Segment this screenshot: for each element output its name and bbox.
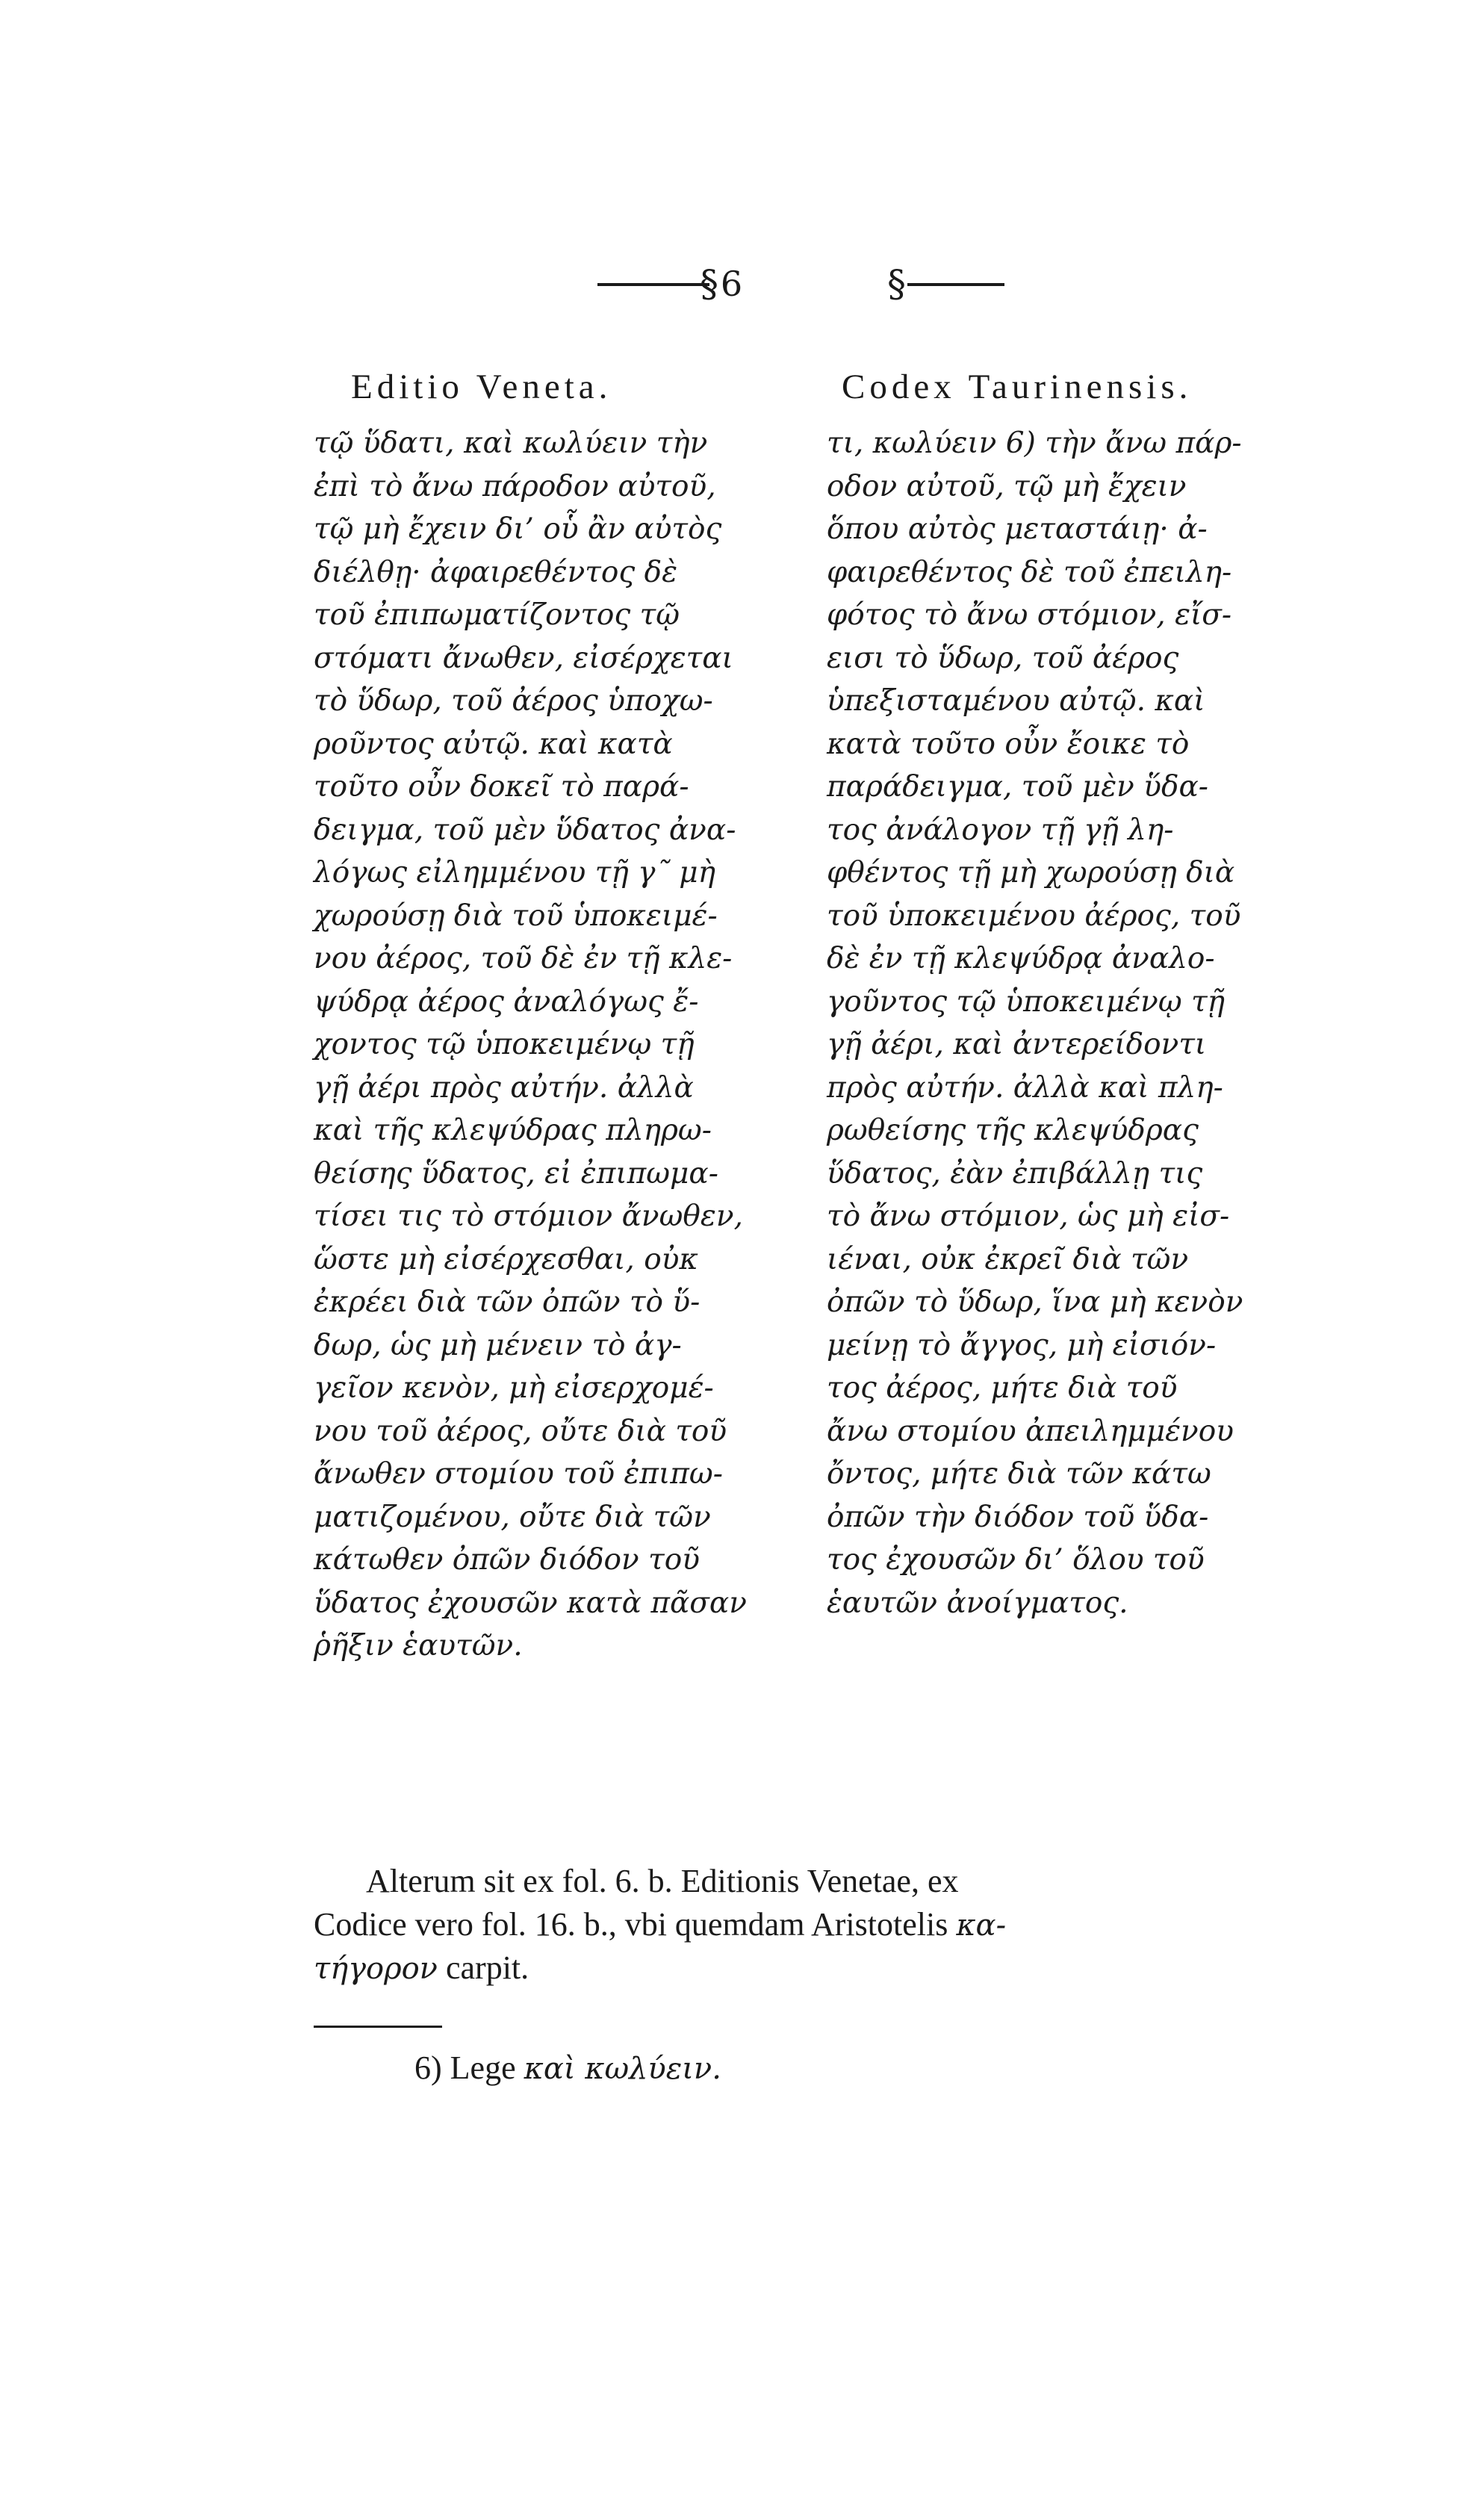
left-column-line: ροῦντος αὐτῷ. καὶ κατὰ bbox=[314, 727, 673, 761]
closing-line-2 bbox=[314, 1903, 1322, 1946]
closing-line-2-greek: κα- bbox=[956, 1908, 1007, 1943]
left-column-line: ὕδατος ἐχουσῶν κατὰ πᾶσαν bbox=[314, 1586, 747, 1620]
right-column-line: τοῦ ὑποκειμένου ἀέρος, τοῦ bbox=[827, 899, 1241, 933]
right-column-line: κατὰ τοῦτο οὖν ἔοικε τὸ bbox=[827, 727, 1190, 761]
left-column-line: χωρούσῃ διὰ τοῦ ὑποκειμέ- bbox=[314, 899, 718, 933]
right-column-line: τος ἀνάλογον τῇ γῇ λη- bbox=[827, 813, 1174, 847]
left-column-line: γῇ ἀέρι πρὸς αὐτήν. ἀλλὰ bbox=[314, 1070, 694, 1105]
left-column-line: τῷ μὴ ἔχειν δι’ οὗ ἂν αὐτὸς bbox=[314, 512, 722, 546]
right-column-line: ὀπῶν τὴν διόδον τοῦ ὕδα- bbox=[827, 1500, 1209, 1534]
left-column-line: ῥῆξιν ἑαυτῶν. bbox=[314, 1629, 523, 1663]
right-column-line: γῇ ἀέρι, καὶ ἀντερείδοντι bbox=[827, 1028, 1207, 1061]
right-column-line: οδον αὐτοῦ, τῷ μὴ ἔχειν bbox=[827, 469, 1187, 503]
left-column-line: ἐκρέει διὰ τῶν ὀπῶν τὸ ὕ- bbox=[314, 1285, 701, 1319]
right-column-line: φθέντος τῇ μὴ χωρούσῃ διὰ bbox=[827, 856, 1235, 890]
left-column-line: ματιζομένου, οὔτε διὰ τῶν bbox=[314, 1500, 711, 1534]
right-column-line: τὸ ἄνω στόμιον, ὡς μὴ εἰσ- bbox=[827, 1200, 1230, 1233]
right-column-line: ὑπεξισταμένου αὐτῷ. καὶ bbox=[827, 684, 1205, 718]
right-column-line: φότος τὸ ἄνω στόμιον, εἴσ- bbox=[827, 598, 1232, 632]
right-column-line: μείνῃ τὸ ἄγγος, μὴ εἰσιόν- bbox=[827, 1328, 1217, 1362]
right-column-line: ρωθείσης τῆς κλεψύδρας bbox=[827, 1114, 1199, 1147]
left-column-line: τίσει τις τὸ στόμιον ἄνωθεν, bbox=[314, 1200, 743, 1233]
right-column-heading: Codex Taurinensis. bbox=[842, 367, 1193, 406]
left-column-line: τοῦτο οὖν δοκεῖ τὸ παρά- bbox=[314, 770, 689, 804]
right-column-line: παράδειγμα, τοῦ μὲν ὕδα- bbox=[827, 770, 1208, 804]
closing-line-3-latin: carpit. bbox=[438, 1949, 529, 1986]
left-column-line: χοντος τῷ ὑποκειμένῳ τῇ bbox=[314, 1028, 695, 1061]
right-column-line: πρὸς αὐτήν. ἀλλὰ καὶ πλη- bbox=[827, 1070, 1223, 1105]
left-column-line: ψύδρᾳ ἀέρος ἀναλόγως ἔ- bbox=[314, 984, 699, 1019]
right-column-line: τος ἀέρος, μήτε διὰ τοῦ bbox=[827, 1371, 1178, 1405]
page-header bbox=[0, 261, 1463, 306]
right-column-line: τος ἐχουσῶν δι’ ὅλου τοῦ bbox=[827, 1543, 1205, 1577]
left-column-line: ἄνωθεν στομίου τοῦ ἐπιπω- bbox=[314, 1457, 723, 1491]
footnote-greek: καὶ κωλύειν. bbox=[524, 2052, 721, 2086]
left-column-line: δωρ, ὡς μὴ μένειν τὸ ἀγ- bbox=[314, 1328, 682, 1362]
right-column-line: ἄνω στομίου ἀπειλημμένου bbox=[827, 1414, 1234, 1448]
left-column-line: καὶ τῆς κλεψύδρας πληρω- bbox=[314, 1114, 712, 1147]
right-column-line: δὲ ἐν τῇ κλεψύδρᾳ ἀναλο- bbox=[827, 942, 1215, 975]
right-column-line: ὅπου αὐτὸς μεταστάιῃ· ἀ- bbox=[827, 512, 1208, 546]
right-column-line: εισι τὸ ὕδωρ, τοῦ ἀέρος bbox=[827, 641, 1179, 675]
left-column-line: ἐπὶ τὸ ἄνω πάροδον αὐτοῦ, bbox=[314, 469, 716, 503]
closing-line-1: Alterum sit ex fol. 6. b. Editionis Venetae, ex bbox=[366, 1863, 959, 1899]
left-column-heading: Editio Veneta. bbox=[351, 367, 612, 406]
left-column-line: νου ἀέρος, τοῦ δὲ ἐν τῇ κλε- bbox=[314, 942, 733, 975]
left-column-line: ὥστε μὴ εἰσέρχεσθαι, οὐκ bbox=[314, 1242, 698, 1276]
footnote-marker: 6) bbox=[414, 2049, 442, 2086]
left-column-line: κάτωθεν ὀπῶν διόδον τοῦ bbox=[314, 1543, 700, 1577]
right-column-line: ιέναι, οὐκ ἐκρεῖ διὰ τῶν bbox=[827, 1242, 1189, 1276]
header-rule-right bbox=[907, 283, 1004, 286]
left-column-line: τὸ ὕδωρ, τοῦ ἀέρος ὑποχω- bbox=[314, 684, 713, 718]
right-column-text bbox=[827, 422, 1320, 1624]
right-column-line: ὀπῶν τὸ ὕδωρ, ἵνα μὴ κενὸν bbox=[827, 1285, 1243, 1319]
left-column-line: στόματι ἄνωθεν, εἰσέρχεται bbox=[314, 641, 733, 675]
left-column-line: τοῦ ἐπιπωματίζοντος τῷ bbox=[314, 598, 680, 632]
left-column-line: δειγμα, τοῦ μὲν ὕδατος ἀνα- bbox=[314, 813, 736, 847]
left-column-line: διέλθῃ· ἀφαιρεθέντος δὲ bbox=[314, 555, 678, 589]
left-column-line: λόγως εἰλημμένου τῇ γ῀ μὴ bbox=[314, 856, 716, 890]
left-column-line: θείσης ὕδατος, εἰ ἐπιπωμα- bbox=[314, 1156, 718, 1191]
right-column-line: γοῦντος τῷ ὑποκειμένῳ τῇ bbox=[827, 984, 1226, 1019]
header-ornament-left: § bbox=[700, 262, 718, 305]
right-column-line: τι, κωλύειν 6) τὴν ἄνω πάρ- bbox=[827, 426, 1242, 460]
left-column-line: γεῖον κενὸν, μὴ εἰσερχομέ- bbox=[314, 1371, 714, 1405]
page-number: 6 bbox=[720, 264, 743, 304]
footnote-rule bbox=[314, 2026, 442, 2028]
left-column-text bbox=[314, 422, 807, 1668]
closing-line-3 bbox=[314, 1946, 1322, 1990]
footnote bbox=[414, 2046, 721, 2091]
right-column-line: ὕδατος, ἐὰν ἐπιβάλλῃ τις bbox=[827, 1156, 1203, 1191]
footnote-latin: Lege bbox=[450, 2049, 524, 2086]
closing-line-2-latin: Codice vero fol. 16. b., vbi quemdam Aristotelis bbox=[314, 1906, 957, 1943]
header-rule-left bbox=[597, 283, 709, 286]
right-column-line: ἑαυτῶν ἀνοίγματος. bbox=[827, 1586, 1128, 1620]
right-column-line: ὄντος, μήτε διὰ τῶν κάτω bbox=[827, 1457, 1211, 1491]
closing-paragraph bbox=[314, 1860, 1322, 1990]
left-column-line: τῷ ὕδατι, καὶ κωλύειν τὴν bbox=[314, 426, 708, 460]
closing-line-3-greek: τήγορον bbox=[314, 1952, 438, 1986]
right-column-line: φαιρεθέντος δὲ τοῦ ἐπειλη- bbox=[827, 555, 1232, 589]
left-column-line: νου τοῦ ἀέρος, οὔτε διὰ τοῦ bbox=[314, 1414, 727, 1448]
header-ornament-right: § bbox=[887, 262, 906, 305]
